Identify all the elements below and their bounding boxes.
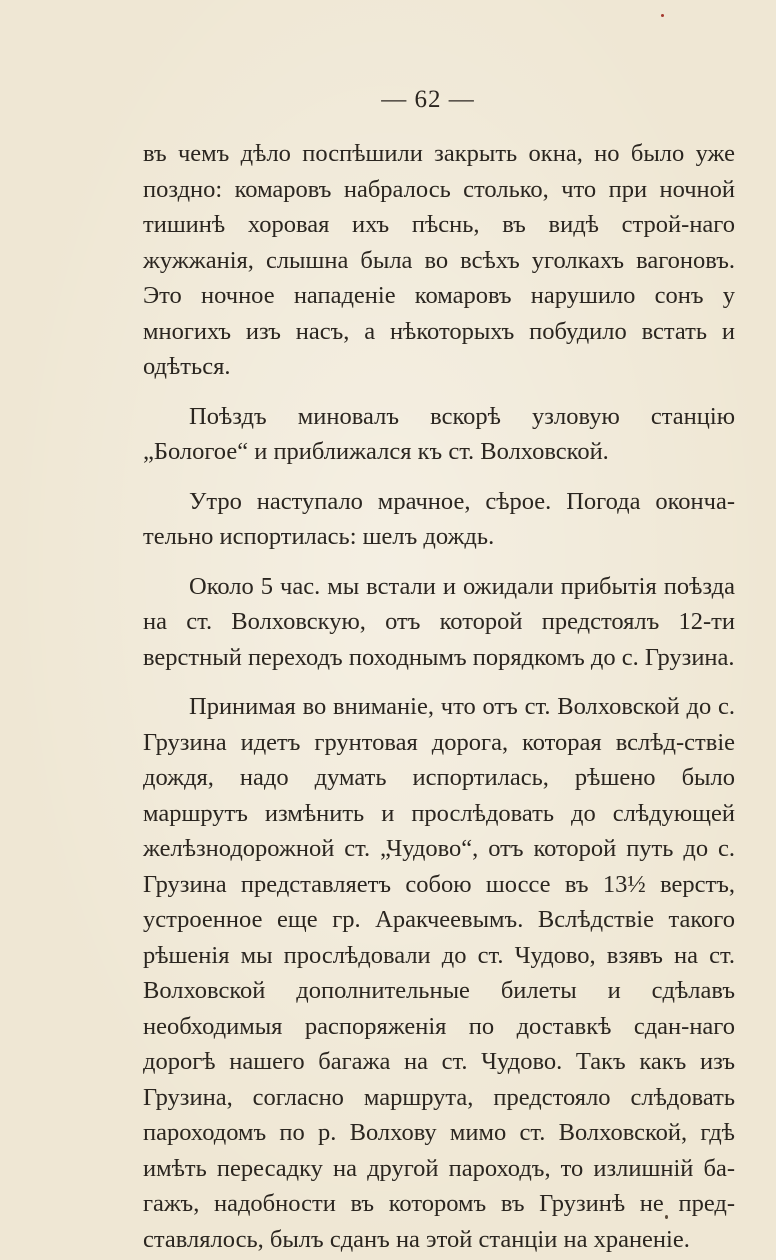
paragraph-3: Утро наступало мрачное, сѣрое. Погода оконча-тельно испортилась: шелъ дождь. <box>143 487 735 550</box>
paragraph-2: Поѣздъ миновалъ вскорѣ узловую станцію „Бологое“ и приближался къ ст. Волховской. <box>143 402 735 465</box>
body-text <box>143 136 735 1257</box>
paragraph-1: въ чемъ дѣло поспѣшили закрыть окна, но было уже поздно: комаровъ набралось столько, что при ночной тишинѣ хоровая ихъ пѣснь, въ видѣ строй-наго жужжанія, слышна была во всѣхъ уголкахъ вагоновъ. Это ночное нападеніе комаровъ нарушило сонъ у многихъ изъ насъ, а нѣкоторыхъ побудило встать и одѣться. <box>143 140 735 380</box>
page-number: — 62 — <box>381 86 475 113</box>
paragraph-5: Принимая во вниманіе, что отъ ст. Волховской до с. Грузина идетъ грунтовая дорога, которая вслѣд-ствіе дождя, надо думать испортилась, рѣшено было маршрутъ измѣнить и прослѣдовать до слѣдующей желѣзнодорожной ст. „Чудово“, отъ которой путь до с. Грузина представляетъ собою шоссе въ 13½ верстъ, устроенное еще гр. Аракчеевымъ. Вслѣдствіе такого рѣшенія мы прослѣдовали до ст. Чудово, взявъ на ст. Волховской дополнительные билеты и сдѣлавъ необходимыя распоряженія по доставкѣ сдан-наго дорогѣ нашего багажа на ст. Чудово. Такъ какъ изъ Грузина, согласно маршрута, предстояло слѣдовать пароходомъ по р. Волхову мимо ст. Волховской, гдѣ имѣть пересадку на другой пароходъ, то излишній ба-гажъ, надобности въ которомъ въ Грузинѣ не пред-ставлялось, былъ сданъ на этой станціи на храненіе. <box>143 693 735 1253</box>
ink-dot <box>661 14 664 17</box>
paragraph-4: Около 5 час. мы встали и ожидали прибытія поѣзда на ст. Волховскую, отъ которой предстоялъ 12-ти верстный переходъ походнымъ порядкомъ до с. Грузина. <box>143 572 735 671</box>
